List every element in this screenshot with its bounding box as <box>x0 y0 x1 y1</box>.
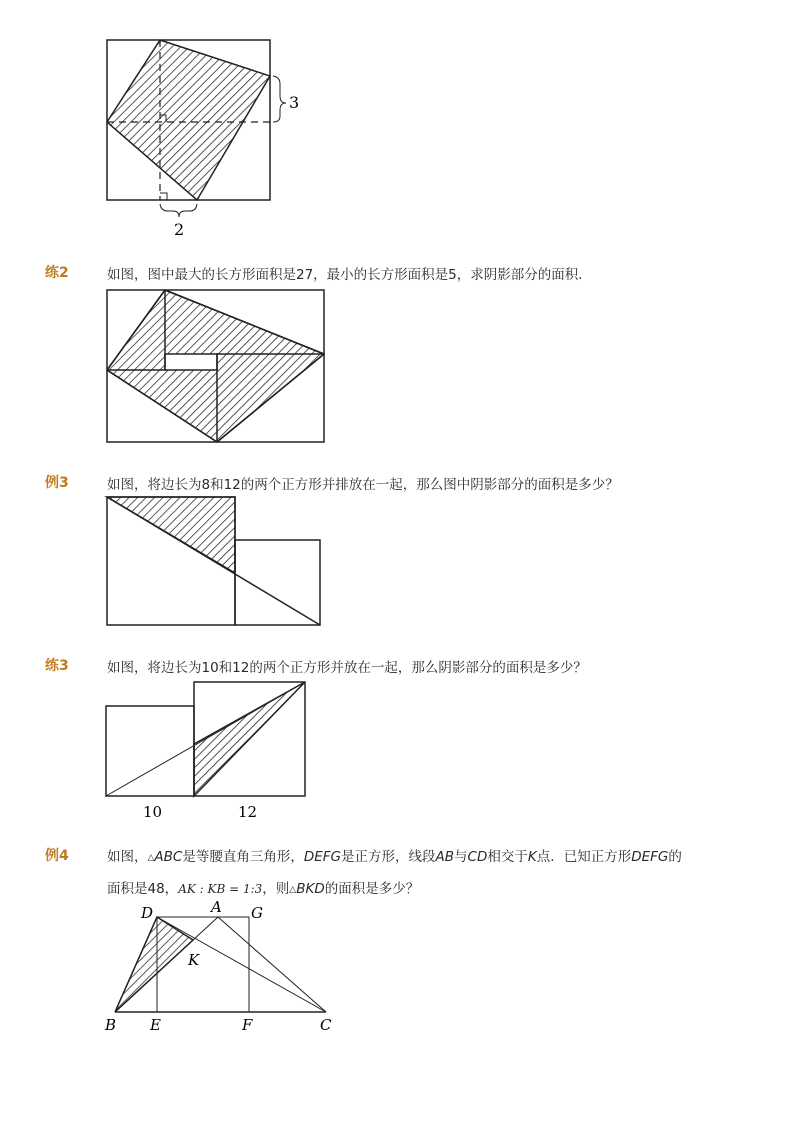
point-C: C <box>320 1016 332 1034</box>
point-E: E <box>150 1016 161 1034</box>
problem-tag: 练3 <box>45 658 69 674</box>
line-DC <box>157 917 326 1012</box>
triangle-symbol: △ <box>289 885 297 895</box>
small-square <box>235 540 320 625</box>
problem-tag: 练2 <box>45 265 69 281</box>
square-10 <box>106 706 194 796</box>
figure-li3-two-squares <box>100 492 330 632</box>
figure-li4-triangle-square <box>100 898 345 1038</box>
shaded-tilted-square <box>107 40 270 200</box>
problem-text-line1: 如图，△ABC是等腰直角三角形，DEFG是正方形，线段AB与CD相交于K点．已知正方形DEFG的 <box>107 849 682 865</box>
problem-tag: 例3 <box>45 475 69 491</box>
problem-text-line2: 面积是48，AK : KB = 1:3，则△BKD的面积是多少？ <box>107 881 420 897</box>
label-3: 3 <box>289 93 300 112</box>
right-angle-mark <box>160 193 167 200</box>
label-10: 10 <box>143 803 163 821</box>
shaded-triangle-BKD <box>115 917 193 1012</box>
ratio-formula: AK : KB = 1:3 <box>178 882 263 896</box>
label-12: 12 <box>238 803 258 821</box>
point-B: B <box>105 1016 117 1034</box>
shaded-triangle <box>194 682 305 796</box>
figure-lian2-rectangles <box>100 285 335 450</box>
point-D: D <box>141 904 154 922</box>
brace-3 <box>273 76 286 122</box>
line-AC <box>218 917 326 1012</box>
triangle-symbol: △ <box>147 853 155 863</box>
problem-text: 如图，将边长为8和12的两个正方形并排放在一起，那么图中阴影部分的面积是多少？ <box>107 477 619 493</box>
problem-tag: 例4 <box>45 848 69 864</box>
figure-1-rotated-square <box>95 30 325 245</box>
point-K: K <box>188 951 200 969</box>
problem-text: 如图，图中最大的长方形面积是27，最小的长方形面积是5，求阴影部分的面积． <box>107 267 592 283</box>
label-2: 2 <box>174 220 185 239</box>
smallest-rectangle <box>165 354 217 370</box>
point-A: A <box>211 898 222 916</box>
brace-2 <box>160 204 197 217</box>
problem-text: 如图，将边长为10和12的两个正方形并放在一起，那么阴影部分的面积是多少？ <box>107 660 587 676</box>
point-G: G <box>251 904 263 922</box>
figure-lian3-two-squares <box>100 675 315 825</box>
point-F: F <box>242 1016 253 1034</box>
